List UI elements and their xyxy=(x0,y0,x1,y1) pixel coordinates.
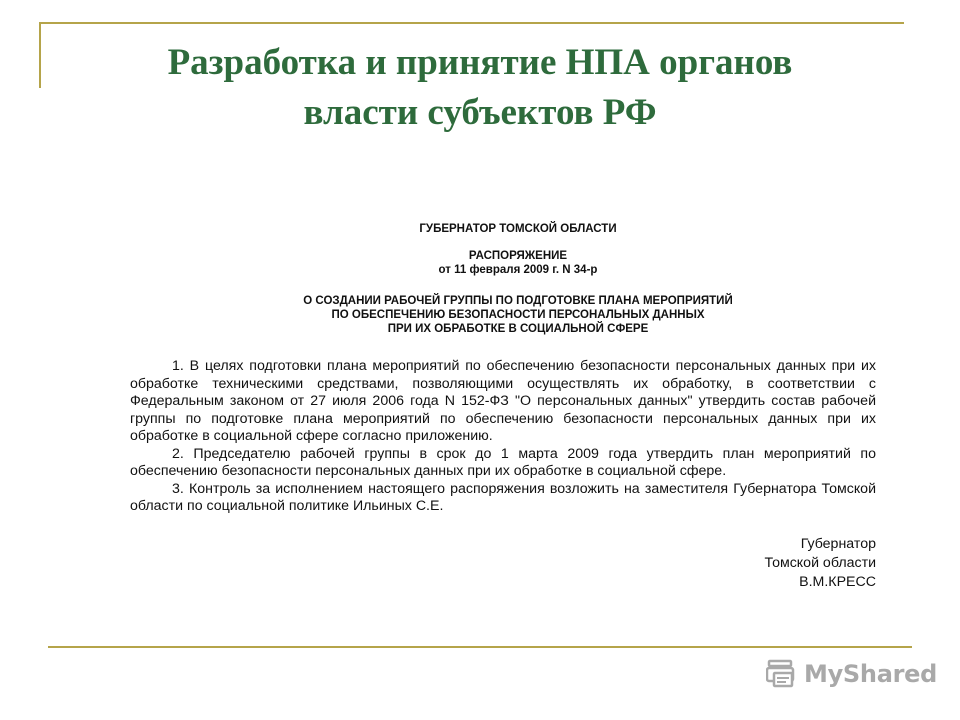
document-header xyxy=(160,222,876,336)
document-date-number: от 11 февраля 2009 г. N 34-р xyxy=(438,264,598,276)
subject-line: О СОЗДАНИИ РАБОЧЕЙ ГРУППЫ ПО ПОДГОТОВКЕ ПЛАНА МЕРОПРИЯТИЙ xyxy=(303,295,733,307)
document-issuer: ГУБЕРНАТОР ТОМСКОЙ ОБЛАСТИ xyxy=(419,223,617,235)
slide-title-line-2: власти субъектов РФ xyxy=(303,92,657,133)
subject-line: ПРИ ИХ ОБРАБОТКЕ В СОЦИАЛЬНОЙ СФЕРЕ xyxy=(387,323,649,335)
watermark-text: MyShared xyxy=(804,660,937,688)
decree-document xyxy=(130,220,876,592)
frame-bottom-line xyxy=(48,646,912,648)
slide-title xyxy=(60,38,900,138)
signature-name: В.М.КРЕСС xyxy=(799,573,876,590)
slide-title-line-1: Разработка и принятие НПА органов xyxy=(167,42,793,83)
document-body xyxy=(130,358,876,516)
myshared-watermark xyxy=(766,656,937,692)
document-paragraph-2: 2. Председателю рабочей группы в срок до 1 марта 2009 года утвердить план мероприятий по обеспечению безопасности персональных данных при их обработке в социальной сфере. xyxy=(130,445,876,479)
document-subject xyxy=(160,294,876,336)
frame-left-line xyxy=(39,22,41,88)
document-type-block xyxy=(160,249,876,277)
signature-region: Томской области xyxy=(764,554,876,571)
document-paragraph-1: 1. В целях подготовки плана мероприятий по обеспечению безопасности персональных данных при их обработке техническими средствами, позволяющими осуществлять их обработку, в соответствии с Федеральным законом от 27 июля 2006 года N 152-ФЗ "О персональных данных" утвердить состав рабочей группы по подготовке плана мероприятий по обеспечению безопасности персональных данных при их обработке в социальной сфере согласно приложению. xyxy=(130,358,876,444)
frame-top-line xyxy=(40,22,904,24)
subject-line: ПО ОБЕСПЕЧЕНИЮ БЕЗОПАСНОСТИ ПЕРСОНАЛЬНЫХ ДАННЫХ xyxy=(331,309,705,321)
myshared-logo-icon xyxy=(766,659,800,689)
signature-block xyxy=(130,535,876,592)
document-type: РАСПОРЯЖЕНИЕ xyxy=(468,250,568,262)
signature-title: Губернатор xyxy=(800,535,876,552)
document-paragraph-3: 3. Контроль за исполнением настоящего распоряжения возложить на заместителя Губернатора Томской области по социальной политике Ильиных С.Е. xyxy=(130,480,876,514)
